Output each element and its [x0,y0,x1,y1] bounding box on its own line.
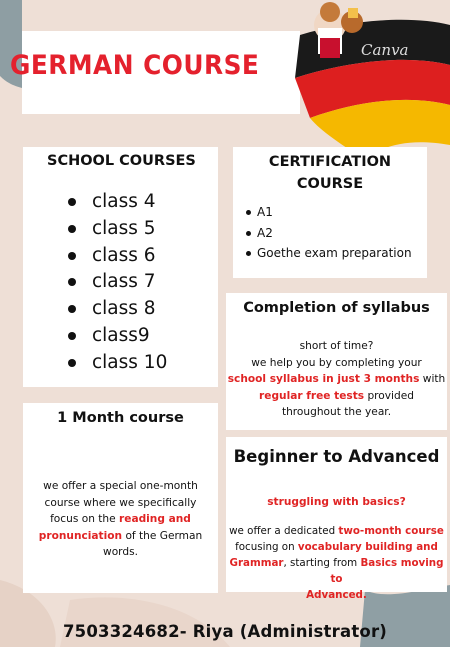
list-item: class 8 [68,296,208,323]
canva-watermark: Canva [361,41,409,59]
list-item: class9 [68,323,208,350]
list-item: class 6 [68,243,208,270]
beginner-subheading: struggling with basics? [267,496,406,508]
bullet-icon [68,198,76,206]
bullet-icon [68,252,76,260]
school-courses-heading: SCHOOL COURSES [47,153,196,169]
bullet-icon [68,332,76,340]
list-item: class 7 [68,269,208,296]
bullet-icon [246,231,251,236]
page-title: GERMAN COURSE [10,50,260,81]
list-item: A1 [245,202,425,223]
school-courses-card [23,147,218,387]
completion-heading: Completion of syllabus [243,300,430,316]
list-item: A2 [245,223,425,244]
bullet-icon [68,225,76,233]
german-flag-illustration [290,0,450,150]
beginner-heading: Beginner to Advanced [233,447,440,466]
beginner-card [226,437,447,601]
certification-list [245,202,425,264]
one-month-heading: 1 Month course [57,410,184,426]
certification-heading: CERTIFICATION COURSE [268,154,392,192]
bullet-icon [68,278,76,286]
bullet-icon [68,305,76,313]
list-item: Goethe exam preparation [245,243,425,264]
list-item: class 4 [68,189,208,216]
completion-card [226,293,447,430]
school-courses-list [68,189,208,377]
beginner-body: we offer a dedicated two-month course focusing on vocabulary building and Grammar, starting from Basics moving to Advanced. [229,525,444,601]
bullet-icon [246,251,251,256]
one-month-body: we offer a special one-month course where we specifically focus on the reading and pronunciation of the German words. [38,480,203,558]
bullet-icon [68,359,76,367]
list-item: class 10 [68,350,208,377]
one-month-card [23,403,218,593]
contact-footer: 7503324682- Riya (Administrator) [62,622,388,641]
certification-card [233,147,427,278]
list-item: class 5 [68,216,208,243]
completion-body: short of time? we help you by completing your school syllabus in just 3 months with regular free tests provided throughout the year. [227,340,446,418]
bullet-icon [246,210,251,215]
